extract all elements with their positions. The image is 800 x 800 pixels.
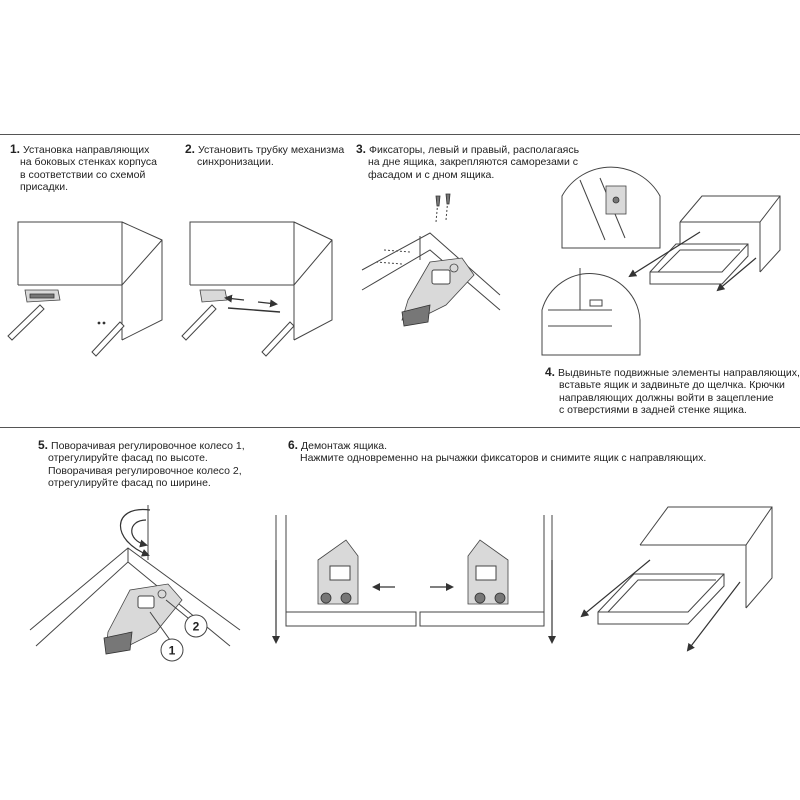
callout-wheel-1-label: 1 bbox=[168, 643, 176, 658]
caption-line: с отверстиями в задней стенке ящика. bbox=[559, 404, 747, 417]
caption-line: отрегулируйте фасад по ширине. bbox=[48, 477, 211, 490]
step-5-adjust-illustration bbox=[30, 505, 240, 661]
caption-line: Поворачивая регулировочное колесо 1, bbox=[51, 440, 245, 452]
step-number: 6. bbox=[288, 438, 299, 452]
caption-line: присадки. bbox=[20, 181, 68, 194]
caption-line: в соответствии со схемой bbox=[20, 168, 146, 181]
step-4-insert-illustration bbox=[542, 167, 780, 355]
caption-line: Установить трубку механизма bbox=[198, 144, 345, 156]
caption-line: вставьте ящик и задвиньте до щелчка. Крючки bbox=[559, 379, 785, 392]
step-number: 5. bbox=[38, 438, 49, 452]
caption-line: на дне ящика, закрепляются саморезами с bbox=[368, 156, 579, 169]
caption-line: Нажмите одновременно на рычажки фиксаторов и снимите ящик с направляющих. bbox=[300, 452, 707, 465]
caption-line: Демонтаж ящика. bbox=[301, 440, 388, 452]
caption-line: Выдвиньте подвижные элементы направляющих, bbox=[558, 367, 800, 379]
caption-line: Установка направляющих bbox=[23, 144, 150, 156]
caption-line: отрегулируйте фасад по высоте. bbox=[48, 452, 208, 465]
step-number: 4. bbox=[545, 365, 556, 379]
caption-line: на боковых стенках корпуса bbox=[20, 156, 157, 169]
caption-line: фасадом и с дном ящика. bbox=[368, 168, 495, 181]
step-number: 2. bbox=[185, 142, 196, 156]
caption-line: Фиксаторы, левый и правый, располагаясь bbox=[369, 144, 580, 156]
caption-line: направляющих должны войти в зацепление bbox=[559, 391, 774, 404]
step-number: 1. bbox=[10, 142, 21, 156]
caption-line: синхронизации. bbox=[197, 156, 274, 169]
caption-line: Поворачивая регулировочное колесо 2, bbox=[48, 464, 242, 477]
step-3-fixator-illustration bbox=[362, 194, 500, 326]
step-6-removal-illustration bbox=[276, 507, 772, 650]
step-number: 3. bbox=[356, 142, 367, 156]
step-1-cabinet-illustration bbox=[8, 222, 162, 356]
callout-wheel-2-label: 2 bbox=[192, 619, 200, 634]
step-2-cabinet-illustration bbox=[182, 222, 332, 356]
